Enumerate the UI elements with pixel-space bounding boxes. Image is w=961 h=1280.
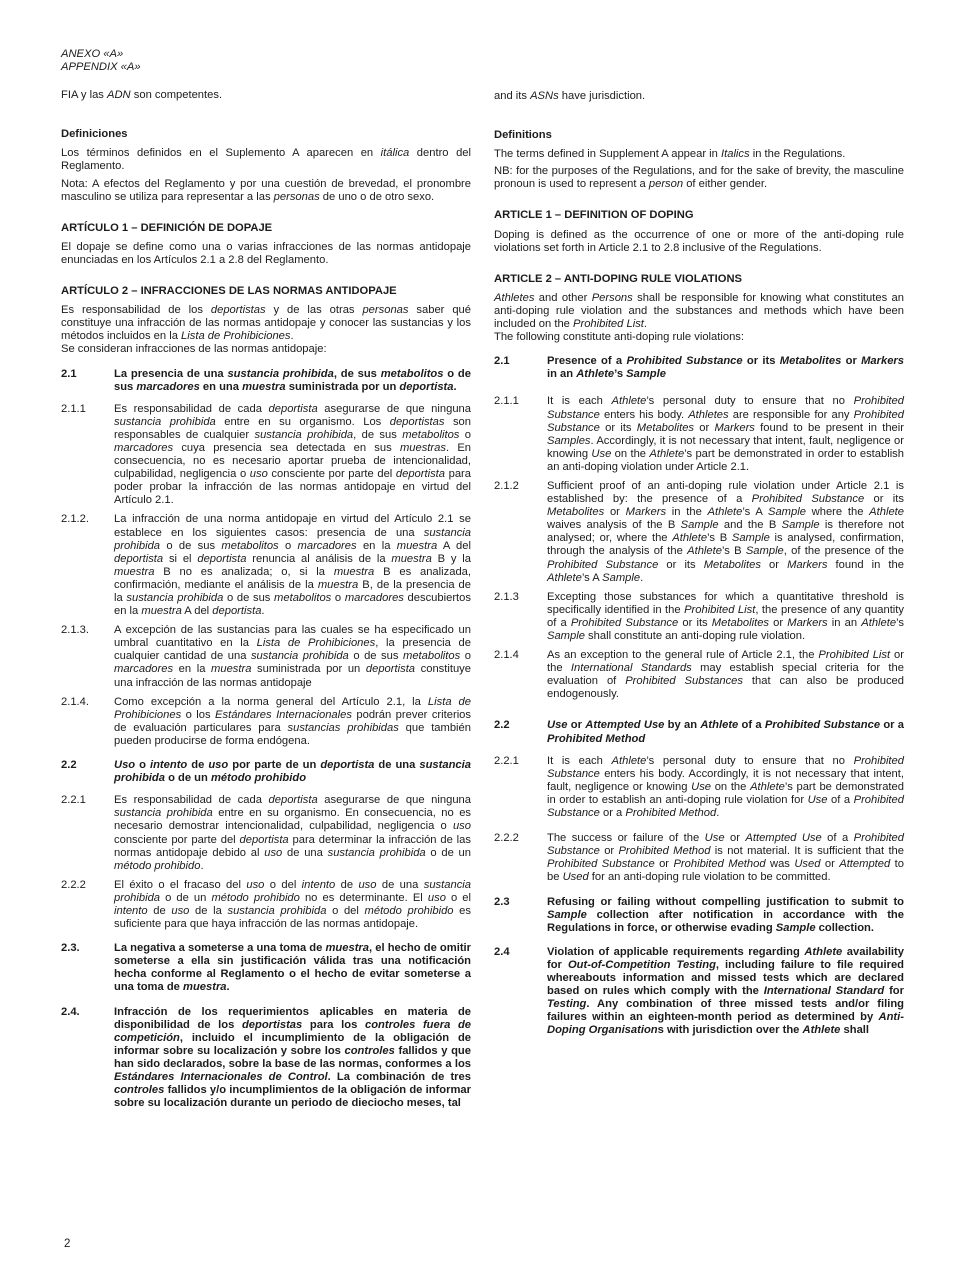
clause-number: 2.1.1 (61, 402, 86, 415)
document-column-spanish (61, 48, 471, 1119)
clause-text: Uso o intento de uso por parte de un deportista de una sustancia prohibida o de un método prohibido (114, 759, 471, 785)
document-column-english (494, 48, 904, 1119)
clause-text: Es responsabilidad de cada deportista asegurarse de que ninguna sustancia prohibida entre en su organismo. Los deportistas son responsables de cualquier sustancia prohibida, de sus metabolitos o marcadores cuya presencia sea detectada en sus muestras. En consecuencia, no es necesario aportar prueba de intencionalidad, culpabilidad, negligencia o uso consciente por parte del deportista para poder probar la infracción de las normas antidopaje en virtud del Artículo 2.1. (114, 402, 472, 507)
clause-number: 2.1.3 (494, 590, 519, 603)
paragraph-article1-es: El dopaje se define como una o varias infracciones de las normas antidopaje enunciadas en los Artículos 2.1 a 2.8 del Reglamento. (61, 240, 471, 266)
clause-2-1-2-en (494, 480, 904, 585)
clause-text: Infracción de los requerimientos aplicables en materia de disponibilidad de los deportistas para los controles fuera de competición, incluido el incumplimiento de la obligación de informar sobre su localización y sobre los controles fallidos y que han sido declarados, sobre la base de las normas, conformes a los Estándares Internacionales de Control. La combinación de tres controles fallidos y/o incumplimientos de la obligación de informar sobre su localización durante un periodo de dieciocho meses, tal (114, 1005, 472, 1110)
clause-text: Como excepción a la norma general del Artículo 2.1, la Lista de Prohibiciones o los Estándares Internacionales podrán prever criterios de evaluación particulares para sustancias prohibidas que también pueden producirse de forma endógena. (114, 695, 471, 747)
clause-2-2-es (61, 759, 471, 785)
clause-number: 2.2.1 (494, 754, 519, 767)
clause-text: Presence of a Prohibited Substance or its Metabolites or Markers in an Athlete’s Sample (547, 355, 905, 381)
paragraph-definitions-es: Los términos definidos en el Suplemento A aparecen en itálica dentro del Reglamento. (61, 147, 471, 173)
page-content (61, 48, 904, 1119)
definitions-heading-en: Definitions (494, 129, 552, 142)
clause-text: Violation of applicable requirements regarding Athlete availability for Out-of-Competition Testing, including failure to file required whereabouts information and missed tests which are declared based on rules which comply with the International Standard for Testing. Any combination of three missed tests and/or filing failures within an eighteen-month period as determined by Anti-Doping Organisations with jurisdiction over the Athlete shall (547, 945, 904, 1037)
clause-text: Use or Attempted Use by an Athlete of a Prohibited Substance or a Prohibited Method (547, 719, 905, 745)
clause-text: Refusing or failing without compelling justification to submit to Sample collection after notification in accordance with the Regulations in force, or otherwise evading Sample collection. (547, 895, 904, 934)
clause-2-2-2-es (61, 879, 471, 931)
clause-number: 2.2.2 (61, 878, 86, 891)
article2-heading-es: ARTÍCULO 2 – INFRACCIONES DE LAS NORMAS ANTIDOPAJE (61, 285, 397, 298)
clause-text: It is each Athlete’s personal duty to ensure that no Prohibited Substance enters his body. Athletes are responsible for any Prohibited Substance or its Metabolites or Markers found to be present in their Samples. Accordingly, it is not necessary that intent, fault, negligence or knowing Use on the Athlete’s part be demonstrated in order to establish an anti-doping violation under Article 2.1. (547, 395, 905, 473)
clause-2-3-en (494, 896, 904, 935)
paragraph-article2-intro-es: Es responsabilidad de los deportistas y de las otras personas saber qué constituye una infracción de las normas antidopaje y conocer las sustancias y los métodos incluidos en la Lista de Prohibiciones. (61, 304, 471, 343)
clause-2-1-2-es (61, 513, 471, 618)
clause-text: El éxito o el fracaso del uso o del intento de uso de una sustancia prohibida o de un método prohibido no es determinante. El uso o el intento de uso de la sustancia prohibida o del método prohibido es suficiente para que haya infracción de las normas antidopaje. (114, 878, 472, 931)
clause-number: 2.3 (494, 895, 510, 908)
clause-2-2-2-en (494, 832, 904, 884)
page-number: 2 (64, 1238, 71, 1250)
clause-2-1-4-es (61, 696, 471, 748)
clause-text: Es responsabilidad de cada deportista asegurarse de que ninguna sustancia prohibida entre en su organismo. En consecuencia, no es necesario demostrar intencionalidad, culpabilidad, negligencia o uso consciente por parte del deportista para determinar la infracción de las normas antidopaje debido al uso de una sustancia prohibida o de un método prohibido. (114, 794, 472, 872)
clause-2-2-1-en (494, 755, 904, 820)
clause-text: As an exception to the general rule of Article 2.1, the Prohibited List or the International Standards may establish special criteria for the evaluation of Prohibited Substances that can also be produced endogenously. (547, 649, 904, 701)
clause-2-2-en (494, 719, 904, 745)
clause-2-1-1-en (494, 395, 904, 474)
clause-text: Sufficient proof of an anti-doping rule violation under Article 2.1 is established by: the presence of a Prohibited Substance or its Metabolites or Markers in the Athlete’s A Sample where the Athlete waives analysis of the B Sample and the B Sample is therefore not analysed; or, where the Athlete’s B Sample is analysed, confirmation, through the analysis of the Athlete’s B Sample, of the presence of the Prohibited Substance or its Metabolites or Markers found in the Athlete’s A Sample. (547, 479, 905, 584)
clause-number: 2.1 (61, 367, 77, 380)
paragraph-note-en: NB: for the purposes of the Regulations, and for the sake of brevity, the masculine pronoun is used to represent a person of either gender. (494, 165, 904, 191)
definitions-heading-es: Definiciones (61, 128, 128, 141)
clause-text: Excepting those substances for which a quantitative threshold is specifically identified in the Prohibited List, the presence of any quantity of a Prohibited Substance or its Metabolites or Markers in an Athlete’s Sample shall constitute an anti-doping rule violation. (547, 590, 904, 642)
annex-title (61, 48, 471, 74)
clause-number: 2.1.2. (61, 513, 89, 526)
clause-text: La presencia de una sustancia prohibida, de sus metabolitos o de sus marcadores en una muestra suministrada por un deportista. (114, 367, 471, 393)
clause-2-4-es (61, 1006, 471, 1111)
annex-line-2: APPENDIX «A» (61, 61, 141, 74)
clause-number: 2.1.4 (494, 649, 519, 662)
clause-number: 2.1 (494, 355, 510, 368)
clause-number: 2.2 (494, 719, 510, 732)
paragraph-article2-intro-en: Athletes and other Persons shall be responsible for knowing what constitutes an anti-doping rule violation and the substances and methods which have been included on the Prohibited List. (494, 291, 904, 331)
clause-text: It is each Athlete’s personal duty to ensure that no Prohibited Substance enters his body. Accordingly, it is not necessary that intent, fault, negligence or knowing Use on the Athlete’s part be demonstrated in order to establish an anti-doping rule violation for Use of a Prohibited Substance or a Prohibited Method. (547, 754, 904, 820)
clause-2-1-1-es (61, 403, 471, 508)
paragraph-jurisdiction-es: FIA y las ADN son competentes. (61, 89, 223, 102)
clause-number: 2.1.2 (494, 479, 519, 492)
clause-number: 2.2.2 (494, 832, 519, 845)
paragraph-definitions-en: The terms defined in Supplement A appear in Italics in the Regulations. (494, 148, 846, 161)
clause-number: 2.1.3. (61, 624, 89, 637)
clause-2-1-4-en (494, 649, 904, 701)
clause-number: 2.1.1 (494, 395, 519, 408)
article1-heading-en: ARTICLE 1 – DEFINITION OF DOPING (494, 209, 694, 222)
clause-2-3-es (61, 942, 471, 994)
paragraph-note-es: Nota: A efectos del Reglamento y por una cuestión de brevedad, el pronombre masculino se utiliza para representar a las personas de uno o de otro sexo. (61, 177, 471, 203)
clause-text: A excepción de las sustancias para las cuales se ha especificado un umbral cuantitativo en la Lista de Prohibiciones, la presencia de cualquier cantidad de una sustancia prohibida o de sus metabolitos o marcadores en la muestra suministrada por un deportista constituye una infracción de las normas antidopaje (114, 624, 472, 689)
clause-2-1-3-es (61, 624, 471, 689)
clause-number: 2.4 (494, 945, 510, 958)
clause-number: 2.2.1 (61, 794, 86, 807)
paragraph-article1-en: Doping is defined as the occurrence of one or more of the anti-doping rule violations set forth in Article 2.1 to 2.8 inclusive of the Regulations. (494, 228, 904, 254)
clause-2-1-es (61, 368, 471, 394)
article1-heading-es: ARTÍCULO 1 – DEFINICIÓN DE DOPAJE (61, 221, 273, 234)
clause-number: 2.3. (61, 942, 80, 955)
clause-2-1-en (494, 355, 904, 381)
paragraph-jurisdiction-en: and its ASNs have jurisdiction. (494, 90, 646, 102)
clause-text: The success or failure of the Use or Attempted Use of a Prohibited Substance or Prohibited Method is not material. It is sufficient that the Prohibited Substance or Prohibited Method was Used or Attempted to be Used for an anti-doping rule violation to be committed. (547, 832, 905, 884)
clause-2-4-en (494, 946, 904, 1038)
clause-number: 2.2 (61, 759, 77, 772)
paragraph-article2-intro2-es: Se consideran infracciones de las normas antidopaje: (61, 343, 327, 356)
clause-text: La infracción de una norma antidopaje en virtud del Artículo 2.1 se establece en los siguientes casos: presencia de una sustancia prohibida o de sus metabolitos o marcadores en la muestra A del deportista si el deportista renuncia al análisis de la muestra B y la muestra B no es analizada; o, si la muestra B es analizada, confirmación, mediante el análisis de la muestra B, de la presencia de la sustancia prohibida o de sus metabolitos o marcadores descubiertos en la muestra A del deportista. (114, 513, 472, 618)
annex-line-1: ANEXO «A» (61, 48, 124, 60)
clause-number: 2.4. (61, 1005, 80, 1018)
clause-number: 2.1.4. (61, 695, 89, 708)
clause-text: La negativa a someterse a una toma de muestra, el hecho de omitir someterse a ella sin justificación válida tras una notificación hecha conforme al Reglamento o el hecho de evitar someterse a una toma de muestra. (114, 942, 472, 994)
clause-2-1-3-en (494, 591, 904, 643)
clause-2-2-1-es (61, 794, 471, 873)
article2-heading-en: ARTICLE 2 – ANTI-DOPING RULE VIOLATIONS (494, 272, 742, 285)
paragraph-article2-intro2-en: The following constitute anti-doping rule violations: (494, 331, 744, 344)
